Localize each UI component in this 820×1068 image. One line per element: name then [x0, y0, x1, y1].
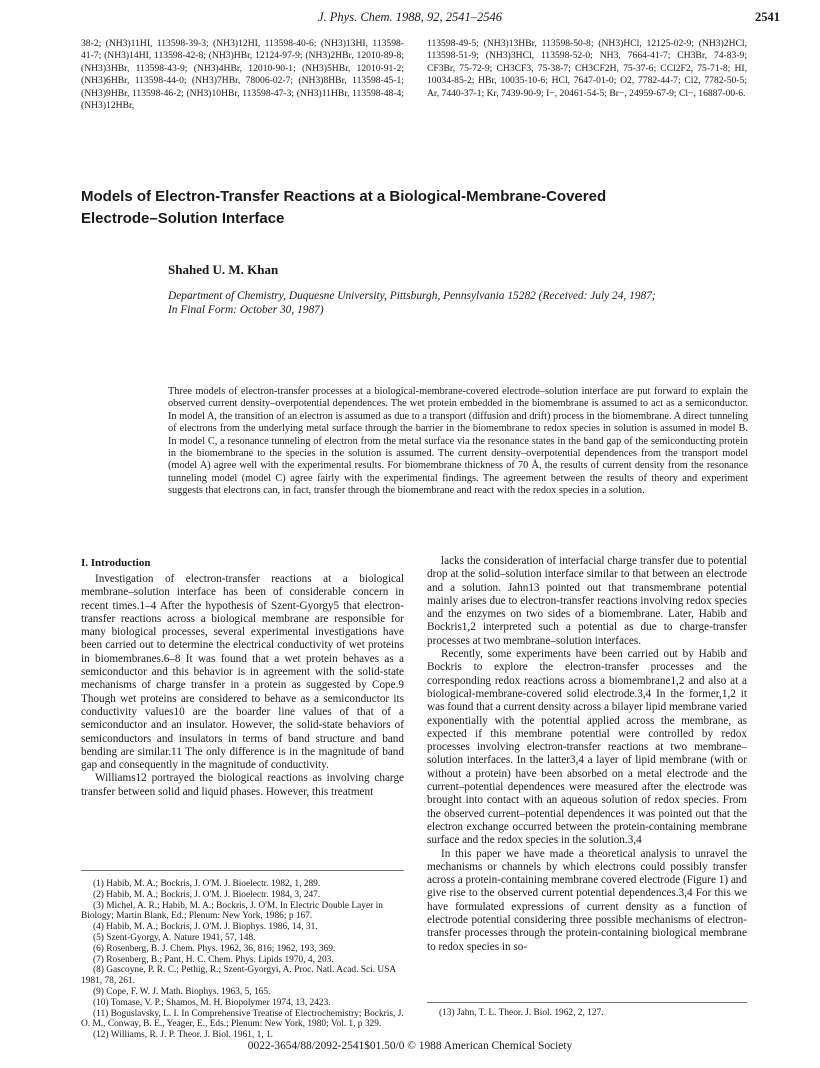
reference-item: (4) Habib, M. A.; Bockris, J. O'M. J. Biophys. 1986, 14, 31. [93, 922, 318, 933]
reference-item: (10) Tomase, V. P.; Shamos, M. H. Biopolymer 1974, 13, 2423. [93, 997, 331, 1008]
reference-item: (5) Szent-Gyorgy, A. Nature 1941, 57, 148. [93, 932, 256, 943]
copyright-footer: 0022-3654/88/2092-2541$01.50/0 © 1988 American Chemical Society [247, 1040, 573, 1052]
paragraph: Williams12 portrayed the biological reactions as involving charge transfer between solid and liquid phases. However, this treatment [81, 772, 404, 798]
author-name: Shahed U. M. Khan [168, 262, 279, 277]
reference-item: (11) Boguslavsky, L. I. In Comprehensive Treatise of Electrochemistry; Bockris, J. O. M., Conway, B. E., Yeager, E., Eds.; Plenum: New York, 1980; Vol. 1, p 329. [81, 1008, 404, 1030]
registry-numbers-right: 113598-49-5; (NH3)13HBr, 113598-50-8; (NH3)HCl, 12125-02-9; (NH3)2HCl, 113598-51-9; (NH3)3HCl, 113598-52-0; NH3, 7664-41-7; CH3Br, 74-83-9; CF3Br, 75-72-9; CH3CF3, 75-38-7; CH3CF2H, 75-37-6; CCl2F2, 75-71-8; HI, 10034-85-2; HBr, 10035-10-6; HCl, 7647-01-0; O2, 7782-44-7; Cl2, 7782-50-5; Ar, 7440-37-1; Kr, 7439-90-9; I−, 20461-54-5; Br−, 24959-67-9; Cl−, 16887-00-6. [427, 38, 747, 99]
paragraph: Recently, some experiments have been carried out by Habib and Bockris to explore the electron-transfer processes and the corresponding redox reactions across a biomembrane1,2 and also at a biological-membrane-covered solid electrode.3,4 In the former,1,2 it was found that a current density across a bilayer lipid membrane varied exponentially with the potential applied across the membrane, as expected if this membrane potential were controlled by redox processes involving electron-transfer reactions at two membrane–solution interfaces. In the latter3,4 a layer of lipid membrane (with or without a protein) have been absorbed on a metal electrode and the current–potential dependences were measured after the electrode was brought into contact with an aqueous solution of redox species. From the observed current–potential dependences it was pointed out that the electron exchange occurred between the protein-containing membrane surface and the redox species in the solution.3,4 [427, 648, 747, 847]
affiliation [168, 289, 748, 317]
page-number: 2541 [755, 10, 780, 24]
reference-item: (9) Cope, F. W. J. Math. Biophys. 1963, 5, 165. [93, 986, 271, 997]
reference-item: (7) Rosenberg, B.; Pant, H. C. Chem. Phys. Lipids 1970, 4, 203. [93, 954, 334, 965]
section-heading: I. Introduction [81, 557, 151, 569]
paragraph: lacks the consideration of interfacial charge transfer due to potential drop at the solid–solution interface similar to that between an electrode and a solution. Jahn13 pointed out that transmembrane potential mainly arises due to electron-transfer reactions involving redox species and the enzymes on two sides of a biomembrane. Later, Habib and Bockris1,2 interpreted such a potential as due to charge-transfer processes at two membrane–solution interfaces. [427, 555, 747, 647]
right-column [427, 555, 747, 954]
title-line-2: Electrode–Solution Interface [81, 210, 285, 227]
reference-item: (6) Rosenberg, B. J. Chem. Phys. 1962, 36, 816; 1962, 193, 369. [93, 943, 336, 954]
reference-item: (2) Habib, M. A.; Bockris, J. O'M. J. Bioelectr. 1984, 3, 247. [93, 889, 321, 900]
reference-item: (13) Jahn, T. L. Theor. J. Biol. 1962, 2, 127. [439, 1008, 604, 1018]
affiliation-line-1: Department of Chemistry, Duquesne University, Pittsburgh, Pennsylvania 15282 (Received: July 24, 1987; [168, 290, 656, 302]
reference-list [81, 879, 404, 1041]
paragraph: Investigation of electron-transfer reactions at a biological membrane–solution interface has been of considerable concern in recent times.1–4 After the hypothesis of Szent-Gyorgy5 that electron-transfer reactions across a biological membrane are responsible for many biological processes, several experimental investigations have been carried out to determine the electrical conductivity of wet proteins in biomembranes.6–8 It was found that a wet protein behaves as a semiconductor and this behavior is in agreement with the solid-state mechanisms of charge transfer in a protein as suggested by Cope.9 Though wet proteins are considered to behave as a semiconductor its conductivity values10 are the boarder line values of that of a semiconductor and an insulator. However, the solid-state behaviors of semiconductors and insulators in terms of band structure and band bending are similar.11 The only difference is in the magnitude of band gap and consequently in the magnitude of conductivity. [81, 573, 404, 772]
reference-item: (3) Michel, A. R.; Habib, M. A.; Bockris, J. O'M. In Electric Double Layer in Biology; Martin Blank, Ed.; Plenum: New York, 1986; p 167. [81, 900, 383, 922]
footnote-rule-right [427, 1002, 747, 1003]
reference-item: (12) Williams, R. J. P. Theor. J. Biol. 1961, 1, 1. [93, 1030, 274, 1041]
reference-item: (8) Gascoyne, P. R. C.; Pethig, R.; Szent-Gyorgyi, A. Proc. Natl. Acad. Sci. USA 1981, 78, 261. [81, 965, 396, 987]
registry-numbers-left: 38-2; (NH3)11HI, 113598-39-3; (NH3)12HI, 113598-40-6; (NH3)13HI, 113598-41-7; (NH3)14HI, 113598-42-8; (NH3)HBr, 12124-97-9; (NH3)2HBr, 12010-89-8; (NH3)3HBr, 113598-43-9; (NH3)4HBr, 12010-90-1; (NH3)5HBr, 12010-91-2; (NH3)6HBr, 113598-44-0; (NH3)7HBr, 78006-02-7; (NH3)8HBr, 113598-45-1; (NH3)9HBr, 113598-46-2; (NH3)10HBr, 113598-47-3; (NH3)11HBr, 113598-48-4; (NH3)12HBr, [81, 38, 404, 112]
title-line-1: Models of Electron-Transfer Reactions at a Biological-Membrane-Covered [81, 188, 607, 205]
affiliation-line-2: In Final Form: October 30, 1987) [168, 304, 324, 316]
left-column [81, 573, 404, 799]
reference-item: (1) Habib, M. A.; Bockris, J. O'M. J. Bioelectr. 1982, 1, 289. [93, 879, 321, 889]
abstract: Three models of electron-transfer processes at a biological-membrane-covered electrode–solution interface are put forward to explain the observed current density–overpotential dependences. The wet protein embedded in the biomembrane is assumed to act as a semiconductor. In model A, the transition of an electron is assumed as due to a transport (diffusion and drift) process in the biomembrane. A direct tunneling of electrons from the underlying metal surface through the barrier in the biomembrane to redox species in solution is assumed in model B. In model C, a resonance tunneling of electron from the metal surface via the resonance states in the band gap of the semiconducting protein in the biomembrane to the species in the solution is assumed. The current density–overpotential dependences from the transport model (model A) agree well with the experimental results. For biomembrane thickness of 70 Å, the results of current density from the resonance tunneling model (model C) agree fairly with the experimental findings. The agreement between the results of theory and experiment suggests that electrons can, in fact, transfer through the biomembrane and react with the redox species in a solution. [168, 386, 748, 497]
footnote-rule-left [81, 870, 404, 871]
article-title [81, 186, 741, 230]
paragraph: In this paper we have made a theoretical analysis to unravel the mechanisms or channels by which electrons could possibly transfer across a protein-containing membrane covered electrode (Figure 1) and give rise to the observed current potential dependences.3,4 For this we have formulated expressions of current density as a function of electrode potential considering three possible mechanisms of electron-transfer processes through the protein-containing biological membrane to redox species in so- [427, 847, 747, 953]
journal-header: J. Phys. Chem. 1988, 92, 2541–2546 [317, 10, 502, 24]
